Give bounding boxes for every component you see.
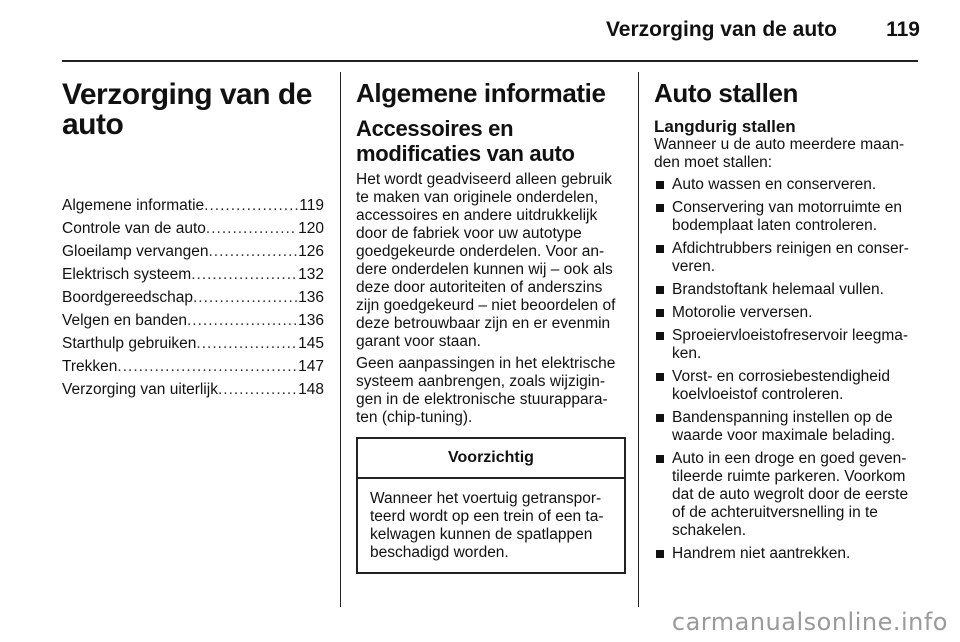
page-number: 119 bbox=[886, 18, 920, 41]
toc-page: 136 bbox=[298, 312, 324, 329]
toc-page: 145 bbox=[298, 335, 324, 352]
paragraph: Wanneer u de auto meerdere maanden moet stallen: bbox=[654, 136, 905, 171]
chapter-title: Verzorging van de auto bbox=[62, 78, 312, 141]
square-bullet-icon bbox=[656, 245, 664, 253]
section-title: Algemene informatie bbox=[356, 78, 606, 108]
list-item-text: Auto wassen en conserveren. bbox=[672, 176, 877, 193]
toc-leader bbox=[196, 332, 297, 355]
toc-item[interactable] bbox=[62, 194, 324, 217]
caution-heading: Voorzichtig bbox=[358, 439, 624, 479]
list-item bbox=[654, 304, 918, 322]
subsection-title: Langdurig stallen bbox=[654, 117, 796, 136]
toc-label: Trekken bbox=[62, 358, 118, 375]
toc-item[interactable] bbox=[62, 286, 324, 309]
subsection-title: Accessoires en modificaties van auto bbox=[356, 116, 575, 166]
toc-page: 148 bbox=[298, 381, 324, 398]
header-rule bbox=[62, 60, 918, 62]
toc-label: Controle van de auto bbox=[62, 220, 206, 237]
square-bullet-icon bbox=[656, 286, 664, 294]
list-item bbox=[654, 176, 918, 194]
toc-item[interactable] bbox=[62, 378, 324, 401]
square-bullet-icon bbox=[656, 550, 664, 558]
toc-page: 120 bbox=[298, 220, 324, 237]
list-item bbox=[654, 409, 918, 445]
toc-leader bbox=[204, 194, 298, 217]
list-item bbox=[654, 281, 918, 299]
square-bullet-icon bbox=[656, 181, 664, 189]
general-info-column bbox=[356, 74, 622, 574]
toc-label: Verzorging van uiterlijk bbox=[62, 381, 218, 398]
toc-item[interactable] bbox=[62, 309, 324, 332]
chapter-column bbox=[62, 74, 324, 401]
toc-item[interactable] bbox=[62, 240, 324, 263]
list-item-text: Brandstoftank helemaal vullen. bbox=[672, 281, 884, 298]
section-title: Auto stallen bbox=[654, 78, 798, 108]
toc-item[interactable] bbox=[62, 217, 324, 240]
toc-item[interactable] bbox=[62, 263, 324, 286]
toc-leader bbox=[117, 355, 297, 378]
toc-leader bbox=[191, 263, 297, 286]
list-item-text: Auto in een droge en goed geventileerde ruimte parkeren. Voorkom dat de auto wegrolt door de eerste of de achteruitversnelling in te schakelen. bbox=[672, 450, 909, 539]
list-item-text: Motorolie verversen. bbox=[672, 304, 813, 321]
toc-label: Starthulp gebruiken bbox=[62, 335, 197, 352]
toc-page: 119 bbox=[299, 197, 324, 214]
watermark: carmanualsonline.info bbox=[671, 608, 948, 636]
square-bullet-icon bbox=[656, 309, 664, 317]
list-item-text: Vorst- en corrosiebestendigheid koelvloeistof controleren. bbox=[672, 368, 890, 403]
list-item bbox=[654, 327, 918, 363]
list-item bbox=[654, 240, 918, 276]
list-item-text: Bandenspanning instellen op de waarde voor maximale belading. bbox=[672, 409, 896, 444]
square-bullet-icon bbox=[656, 373, 664, 381]
toc-leader bbox=[193, 286, 297, 309]
header-title: Verzorging van de auto bbox=[605, 18, 837, 41]
toc-page: 136 bbox=[298, 289, 324, 306]
toc-leader bbox=[208, 240, 297, 263]
toc-label: Algemene informatie bbox=[62, 197, 205, 214]
storage-column bbox=[654, 74, 918, 568]
toc-item[interactable] bbox=[62, 355, 324, 378]
column-divider-1 bbox=[340, 72, 341, 607]
toc-leader bbox=[218, 378, 297, 401]
list-item bbox=[654, 450, 918, 540]
square-bullet-icon bbox=[656, 204, 664, 212]
table-of-contents bbox=[62, 194, 324, 401]
toc-label: Elektrisch systeem bbox=[62, 266, 192, 283]
toc-item[interactable] bbox=[62, 332, 324, 355]
toc-label: Velgen en banden bbox=[62, 312, 187, 329]
toc-page: 126 bbox=[298, 243, 324, 260]
caution-text: Wanneer het voertuig getransporteerd wordt op een trein of een takelwagen kunnen de spatlappen beschadigd worden. bbox=[370, 490, 604, 561]
list-item-text: Sproeiervloeistofreservoir leegmaken. bbox=[672, 327, 909, 362]
toc-label: Gloeilamp vervangen bbox=[62, 243, 209, 260]
square-bullet-icon bbox=[656, 414, 664, 422]
list-item bbox=[654, 545, 918, 563]
toc-leader bbox=[187, 309, 297, 332]
toc-page: 132 bbox=[298, 266, 324, 283]
square-bullet-icon bbox=[656, 455, 664, 463]
list-item-text: Conservering van motorruimte en bodemplaat laten controleren. bbox=[672, 199, 903, 234]
toc-label: Boordgereedschap bbox=[62, 289, 193, 306]
list-item-text: Afdichtrubbers reinigen en conserveren. bbox=[672, 240, 909, 275]
paragraph: Geen aanpassingen in het elektrische systeem aanbrengen, zoals wijzigingen in de elektronische stuurapparaten (chip-tuning). bbox=[356, 355, 616, 426]
list-item bbox=[654, 368, 918, 404]
toc-leader bbox=[206, 217, 297, 240]
paragraph: Het wordt geadviseerd alleen gebruik te maken van originele onderdelen, accessoires en andere uitdrukkelijk door de fabriek voor uw autotype goedgekeurde onderdelen. Voor andere onderdelen kunnen wij – ook als deze door autoriteiten of anderszins zijn goedgekeurd – niet beoordelen of deze betrouwbaar zijn en er evenmin garant voor staan. bbox=[356, 171, 616, 350]
caution-box bbox=[356, 437, 626, 574]
list-item bbox=[654, 199, 918, 235]
column-divider-2 bbox=[638, 72, 639, 607]
bullet-list bbox=[654, 176, 918, 563]
square-bullet-icon bbox=[656, 332, 664, 340]
toc-page: 147 bbox=[298, 358, 324, 375]
list-item-text: Handrem niet aantrekken. bbox=[672, 545, 851, 562]
